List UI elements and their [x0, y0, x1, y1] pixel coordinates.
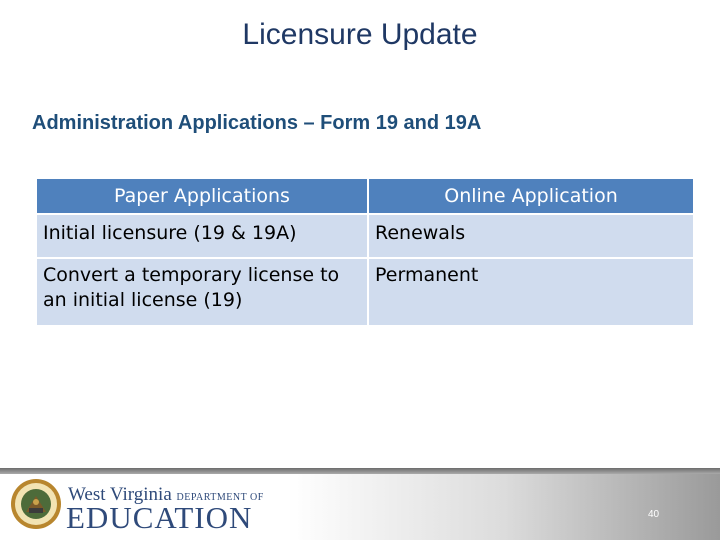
table-cell: Renewals	[368, 214, 694, 258]
table-row	[36, 214, 694, 258]
applications-table	[35, 177, 695, 327]
table-header-row	[36, 178, 694, 214]
slide-subtitle: Administration Applications – Form 19 and 19A	[32, 112, 482, 134]
slide-title: Licensure Update	[242, 18, 478, 51]
logo-department-of: DEPARTMENT OF	[176, 492, 264, 503]
table-row	[36, 258, 694, 326]
table-cell: Initial licensure (19 & 19A)	[36, 214, 368, 258]
header-online-application: Online Application	[368, 178, 694, 214]
page-number: 40	[648, 509, 660, 520]
table-cell: Permanent	[368, 258, 694, 326]
logo-education: EDUCATION	[66, 500, 253, 535]
table-cell: Convert a temporary license to an initial license (19)	[36, 258, 368, 326]
state-seal-icon	[10, 478, 62, 530]
logo-state-name: West Virginia	[68, 484, 172, 505]
header-paper-applications: Paper Applications	[36, 178, 368, 214]
